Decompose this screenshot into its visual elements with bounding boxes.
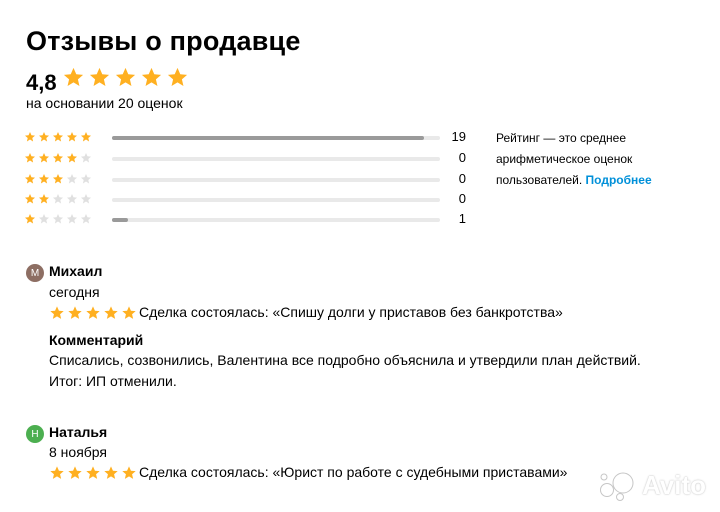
- review-date: сегодня: [49, 284, 100, 300]
- star-filled-icon: [85, 305, 101, 321]
- comment-heading: Комментарий: [49, 332, 144, 348]
- rating-row-3: [24, 173, 470, 187]
- row-stars: [24, 152, 92, 164]
- avito-watermark: [598, 470, 706, 501]
- rating-bar-track: [112, 198, 440, 202]
- page-title: Отзывы о продавце: [26, 26, 301, 56]
- star-filled-icon: [66, 152, 78, 164]
- reviewer-name[interactable]: Наталья: [49, 424, 108, 440]
- star-filled-icon: [52, 152, 64, 164]
- star-filled-icon: [24, 193, 36, 205]
- star-empty-icon: [66, 213, 78, 225]
- rating-bar-track: [112, 157, 440, 161]
- star-filled-icon: [140, 66, 163, 89]
- avatar[interactable]: [26, 264, 44, 282]
- star-filled-icon: [52, 173, 64, 185]
- star-filled-icon: [24, 152, 36, 164]
- reviewer-name[interactable]: Михаил: [49, 263, 103, 279]
- star-empty-icon: [80, 173, 92, 185]
- star-filled-icon: [38, 152, 50, 164]
- review-stars: [49, 305, 137, 321]
- rating-count: 0: [458, 191, 466, 206]
- more-info-link[interactable]: Подробнее: [585, 173, 652, 187]
- rating-row-2: [24, 193, 470, 207]
- deal-info: Сделка состоялась: «Спишу долги у приставов без банкротства»: [139, 304, 563, 320]
- row-stars: [24, 173, 92, 185]
- rating-count: 0: [458, 150, 466, 165]
- rating-count: 1: [458, 211, 466, 226]
- rating-explanation: [496, 128, 696, 191]
- avatar-letter: Н: [31, 428, 39, 440]
- star-empty-icon: [38, 213, 50, 225]
- star-empty-icon: [80, 193, 92, 205]
- avatar[interactable]: [26, 425, 44, 443]
- star-empty-icon: [66, 193, 78, 205]
- star-filled-icon: [80, 131, 92, 143]
- rating-explanation-text: Рейтинг — это среднее арифметическое оценок пользователей.: [496, 131, 633, 187]
- star-filled-icon: [166, 66, 189, 89]
- comment-line: Итог: ИП отменили.: [49, 373, 177, 389]
- star-filled-icon: [121, 305, 137, 321]
- star-filled-icon: [67, 305, 83, 321]
- star-filled-icon: [49, 305, 65, 321]
- star-filled-icon: [38, 131, 50, 143]
- star-empty-icon: [52, 213, 64, 225]
- star-filled-icon: [66, 131, 78, 143]
- star-filled-icon: [88, 66, 111, 89]
- rating-count: 19: [451, 129, 466, 144]
- avito-logo-icon: [598, 471, 638, 501]
- rating-bar-fill: [112, 218, 128, 222]
- row-stars: [24, 213, 92, 225]
- star-filled-icon: [24, 213, 36, 225]
- star-filled-icon: [121, 465, 137, 481]
- rating-bar-track: [112, 178, 440, 182]
- star-filled-icon: [38, 173, 50, 185]
- star-filled-icon: [62, 66, 85, 89]
- rating-bar-track: [112, 218, 440, 222]
- star-filled-icon: [38, 193, 50, 205]
- star-empty-icon: [66, 173, 78, 185]
- average-rating-stars: [62, 66, 189, 89]
- rating-bar-fill: [112, 136, 424, 140]
- star-filled-icon: [67, 465, 83, 481]
- comment-text: [49, 350, 641, 392]
- star-filled-icon: [103, 305, 119, 321]
- rating-row-5: [24, 131, 470, 145]
- star-filled-icon: [114, 66, 137, 89]
- deal-info: Сделка состоялась: «Юрист по работе с судебными приставами»: [139, 464, 568, 480]
- rating-row-4: [24, 152, 470, 166]
- comment-line: Списались, созвонились, Валентина все подробно объяснила и утвердили план действий.: [49, 352, 641, 368]
- watermark-text: Avito: [641, 470, 706, 500]
- star-empty-icon: [52, 193, 64, 205]
- review-stars: [49, 465, 137, 481]
- rating-row-1: [24, 213, 470, 227]
- rating-count: 0: [458, 171, 466, 186]
- star-filled-icon: [52, 131, 64, 143]
- star-filled-icon: [24, 131, 36, 143]
- avatar-letter: М: [30, 267, 40, 279]
- review-date: 8 ноября: [49, 444, 108, 460]
- star-empty-icon: [80, 213, 92, 225]
- star-filled-icon: [49, 465, 65, 481]
- rating-bar-track: [112, 136, 440, 140]
- average-rating: 4,8: [26, 70, 57, 95]
- rating-basis-text: на основании 20 оценок: [26, 95, 183, 111]
- row-stars: [24, 131, 92, 143]
- star-filled-icon: [103, 465, 119, 481]
- star-filled-icon: [85, 465, 101, 481]
- row-stars: [24, 193, 92, 205]
- star-filled-icon: [24, 173, 36, 185]
- star-empty-icon: [80, 152, 92, 164]
